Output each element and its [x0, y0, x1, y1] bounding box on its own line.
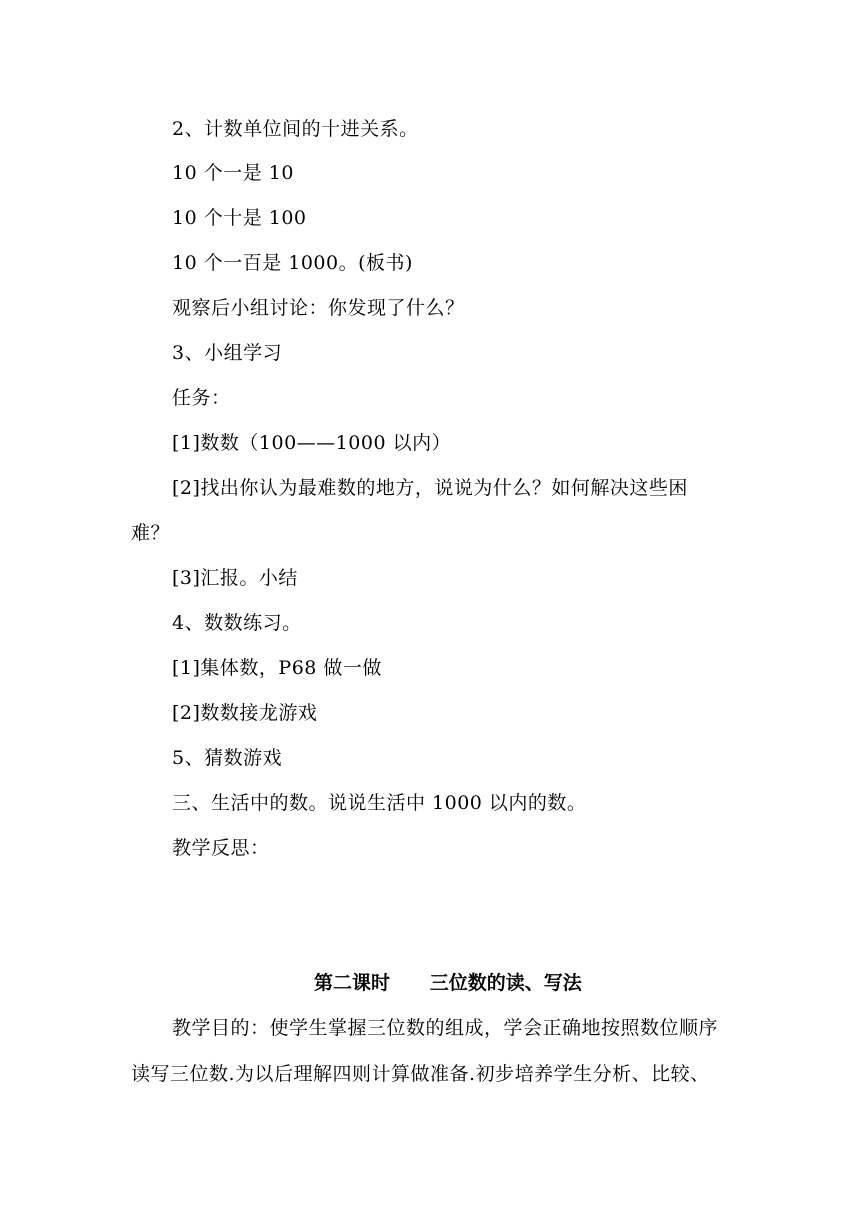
- text-line: 10 个一百是 1000。(板书): [172, 252, 413, 274]
- text-line: 5、猜数游戏: [172, 747, 283, 769]
- text-line: 教学反思：: [172, 837, 270, 859]
- text-line: 10 个一是 10: [172, 162, 294, 184]
- section-heading: 第二课时 三位数的读、写法: [314, 972, 582, 994]
- text-line: 任务：: [172, 387, 231, 409]
- text-line: 2、计数单位间的十进关系。: [172, 118, 419, 140]
- goal-line: 读写三位数.为以后理解四则计算做准备.初步培养学生分析、比较、: [131, 1063, 710, 1085]
- text-line: 观察后小组讨论：你发现了什么？: [172, 297, 465, 319]
- text-line: [2]找出你认为最难数的地方，说说为什么？如何解决这些困: [172, 477, 688, 499]
- text-line: [2]数数接龙游戏: [172, 702, 318, 724]
- text-line: [1]集体数，P68 做一做: [172, 657, 382, 679]
- text-line: 三、生活中的数。说说生活中 1000 以内的数。: [172, 792, 587, 814]
- text-line: [1]数数（100——1000 以内）: [172, 432, 452, 454]
- text-line: 3、小组学习: [172, 342, 283, 364]
- goal-line: 教学目的：使学生掌握三位数的组成，学会正确地按照数位顺序: [172, 1017, 719, 1039]
- text-line: 4、数数练习。: [172, 612, 302, 634]
- text-line: 10 个十是 100: [172, 207, 307, 229]
- text-line: 难？: [131, 522, 171, 544]
- text-line: [3]汇报。小结: [172, 567, 298, 589]
